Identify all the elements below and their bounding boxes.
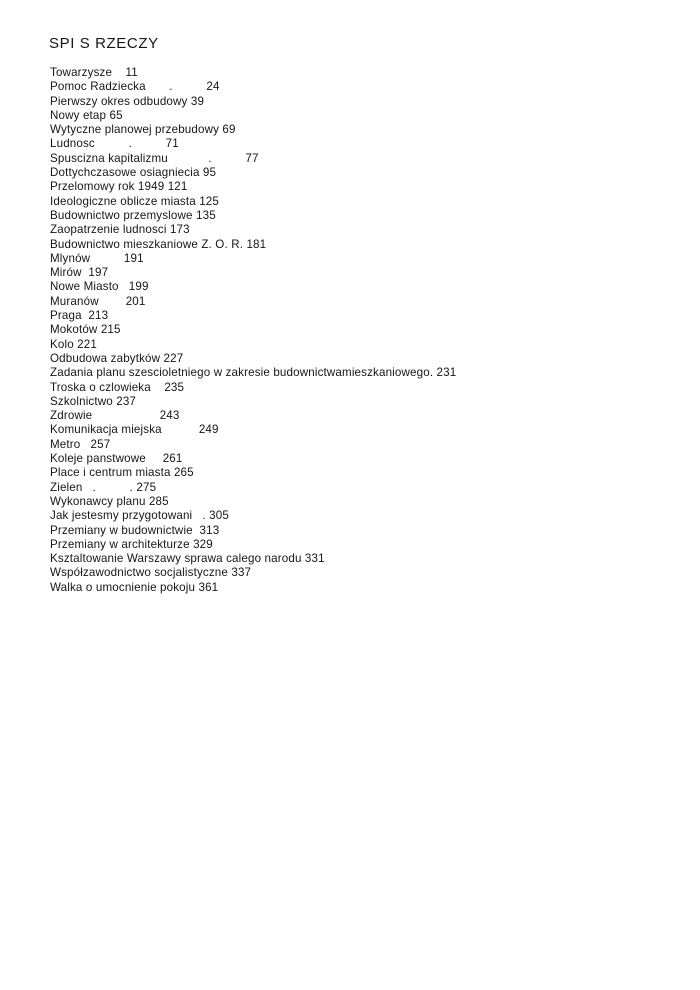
toc-entry	[50, 152, 456, 166]
toc-entry-text: Szkolnictwo 237	[50, 394, 137, 408]
toc-entry-text: Budownictwo przemyslowe 135	[50, 208, 216, 222]
toc-entry	[50, 452, 456, 466]
toc-entry-text: Koleje panstwowe 261	[50, 452, 183, 466]
toc-entry	[50, 309, 456, 323]
toc-entry-text: Walka o umocnienie pokoju 361	[50, 580, 219, 594]
toc-entry	[50, 381, 456, 395]
toc-entry-text: Przemiany w budownictwie 313	[50, 523, 220, 537]
toc-entry-text: Współzawodnictwo socjalistyczne 337	[50, 566, 252, 580]
toc-entry-text: Ludnosc . 71	[50, 137, 179, 151]
toc-entry	[50, 323, 456, 337]
toc-entry-text: Kolo 221	[50, 337, 97, 351]
toc-entry	[50, 495, 456, 509]
toc-entry-text: Ksztaltowanie Warszawy sprawa calego narodu 331	[50, 552, 325, 566]
toc-entry	[50, 95, 456, 109]
toc-entry	[50, 566, 456, 580]
toc-entry-text: Mlynów 191	[50, 251, 144, 265]
toc-entry	[50, 195, 456, 209]
toc-entry-text: Zadania planu szescioletniego w zakresie budownictwamieszkaniowego. 231	[50, 366, 457, 380]
toc-entry-text: Nowy etap 65	[50, 108, 123, 122]
toc-entry	[50, 338, 456, 352]
toc-entry-text: Spuscizna kapitalizmu . 77	[50, 151, 259, 165]
toc-entry	[50, 395, 456, 409]
toc-entry	[50, 438, 456, 452]
toc-entry	[50, 252, 456, 266]
toc-entry-text: Troska o czlowieka 235	[50, 380, 185, 394]
toc-entry-text: Muranów 201	[50, 294, 146, 308]
toc-entry	[50, 238, 456, 252]
toc-entry-text: Metro 257	[50, 437, 111, 451]
toc-entry	[50, 423, 456, 437]
toc-entry	[50, 109, 456, 123]
toc-entry	[50, 223, 456, 237]
toc-entry-text: Zielen . . 275	[50, 480, 157, 494]
toc-entry	[50, 166, 456, 180]
toc-entry	[50, 280, 456, 294]
table-of-contents	[50, 66, 456, 595]
toc-entry	[50, 466, 456, 480]
toc-entry-text: Wykonawcy planu 285	[50, 494, 169, 508]
toc-entry-text: Ideologiczne oblicze miasta 125	[50, 194, 219, 208]
toc-entry-text: Budownictwo mieszkaniowe Z. O. R. 181	[50, 237, 267, 251]
toc-entry	[50, 509, 456, 523]
toc-entry-text: Zaopatrzenie ludnosci 173	[50, 223, 190, 237]
toc-entry	[50, 481, 456, 495]
toc-entry-text: Pomoc Radziecka . 24	[50, 80, 220, 94]
toc-entry-text: Odbudowa zabytków 227	[50, 351, 184, 365]
toc-entry	[50, 409, 456, 423]
toc-entry	[50, 180, 456, 194]
toc-entry-text: Przelomowy rok 1949 121	[50, 180, 188, 194]
toc-entry	[50, 266, 456, 280]
toc-entry	[50, 552, 456, 566]
toc-entry-text: Towarzysze 11	[50, 66, 138, 79]
toc-entry	[50, 66, 456, 80]
toc-entry	[50, 366, 456, 380]
toc-entry-text: Mirów 197	[50, 266, 109, 280]
toc-entry	[50, 524, 456, 538]
toc-entry-text: Jak jestesmy przygotowani . 305	[50, 509, 229, 523]
toc-entry-text: Nowe Miasto 199	[50, 280, 149, 294]
toc-entry-text: Komunikacja miejska 249	[50, 423, 219, 437]
toc-entry	[50, 538, 456, 552]
toc-entry-text: Praga 213	[50, 309, 109, 323]
toc-entry-text: Pierwszy okres odbudowy 39	[50, 94, 205, 108]
toc-entry-text: Place i centrum miasta 265	[50, 466, 194, 480]
toc-entry-text: Zdrowie 243	[50, 409, 180, 423]
page-title: SPI S RZECZY	[49, 35, 159, 52]
toc-entry	[50, 123, 456, 137]
toc-entry	[50, 80, 456, 94]
toc-entry	[50, 137, 456, 151]
toc-entry	[50, 581, 456, 595]
toc-entry-text: Przemiany w architekturze 329	[50, 537, 213, 551]
toc-entry-text: Wytyczne planowej przebudowy 69	[50, 123, 236, 137]
toc-entry	[50, 352, 456, 366]
toc-entry	[50, 209, 456, 223]
toc-entry-text: Dottychczasowe osiagniecia 95	[50, 166, 217, 180]
toc-entry-text: Mokotów 215	[50, 323, 121, 337]
toc-entry	[50, 295, 456, 309]
